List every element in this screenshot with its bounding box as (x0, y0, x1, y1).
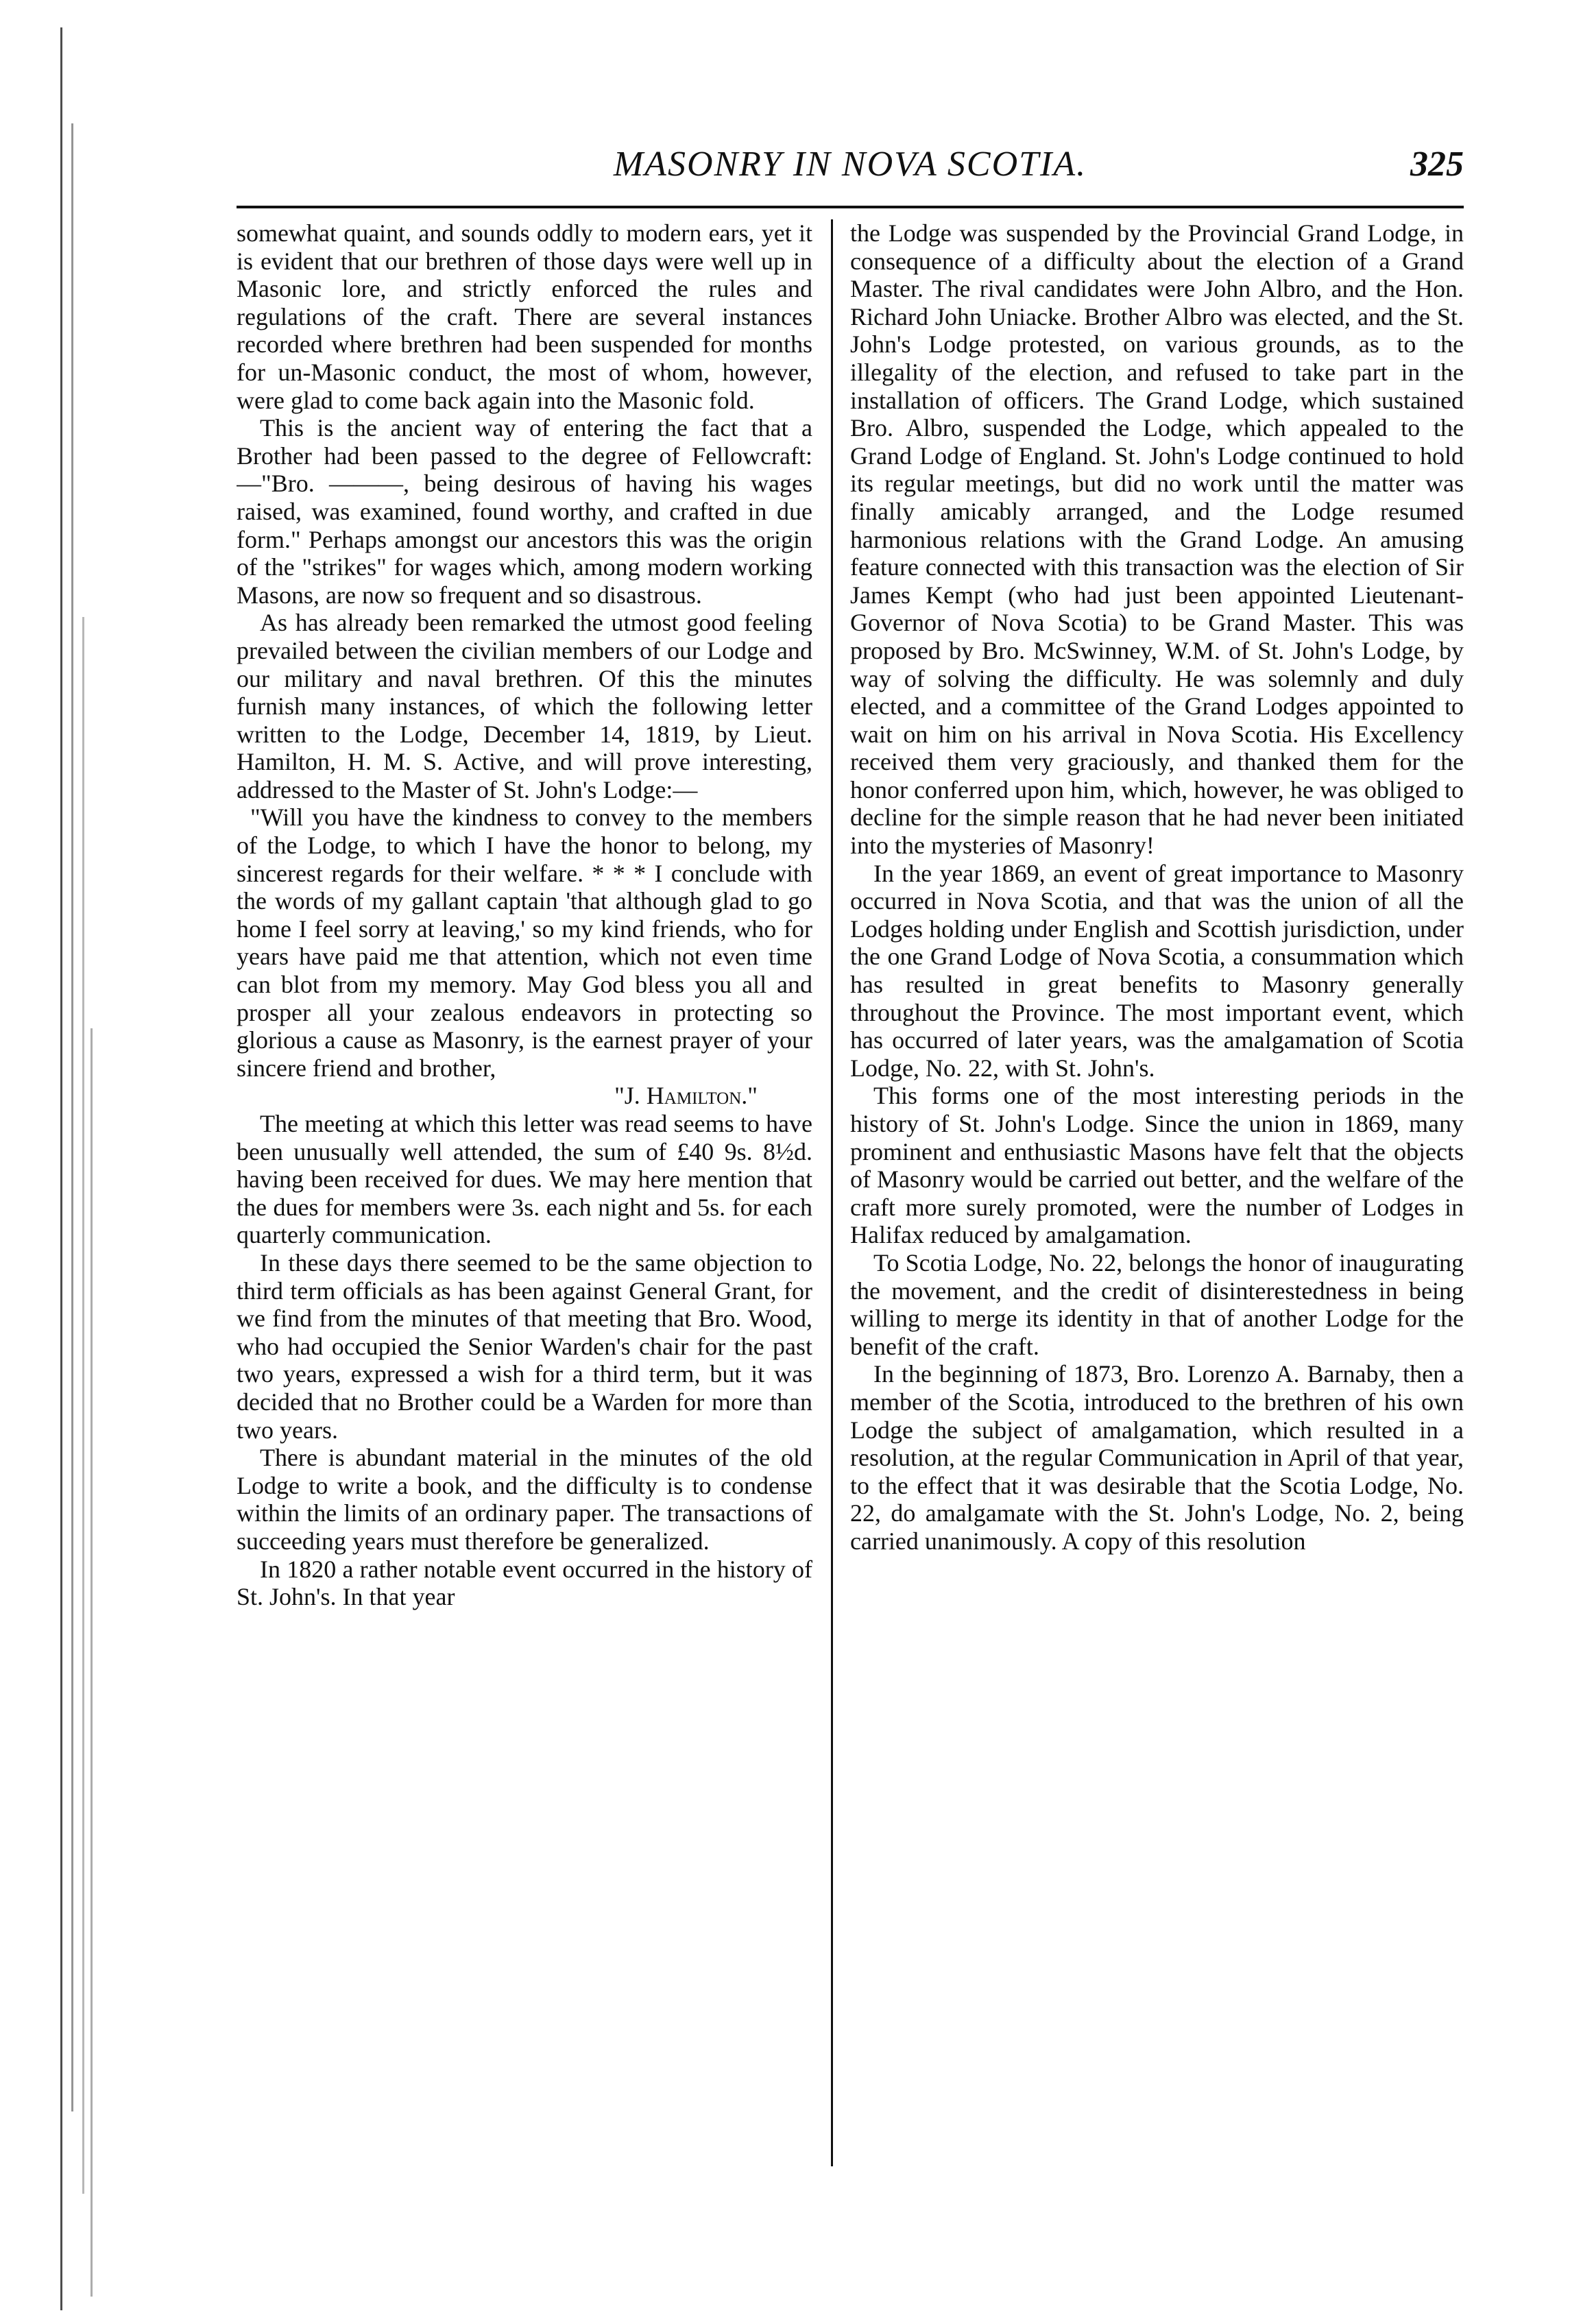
paragraph: In 1820 a rather notable event occurred in the history of St. John's. In that year (237, 1555, 812, 1611)
paragraph: the Lodge was suspended by the Provincial Grand Lodge, in consequence of a difficulty about the election of a Grand Master. The rival candidates were John Albro, and the Hon. Richard John Uniacke. Brother Albro was elected, and the St. John's Lodge protested, on various grounds, as to the illegality of the election, and refused to take part in the installation of officers. The Grand Lodge, which sustained Bro. Albro, suspended the Lodge, which appealed to the Grand Lodge of England. St. John's Lodge continued to hold its regular meetings, but did no work until the matter was finally amicably arranged, and the Lodge resumed harmonious relations with the Grand Lodge. An amusing feature connected with this transaction was the election of Sir James Kempt (who had just been appointed Lieutenant-Governor of Nova Scotia) to be Grand Master. This was proposed by Bro. McSwinney, W.M. of St. John's Lodge, by way of solving the difficulty. He was solemnly and duly elected, and a committee of the Grand Lodges appointed to wait on him on his arrival in Nova Scotia. His Excellency received them very graciously, and thanked them for the honor conferred upon him, which, however, he was obliged to decline for the simple reason that he had never been initiated into the mysteries of Masonry! (850, 219, 1464, 860)
letter-signature: "J. Hamilton." (614, 1082, 758, 1110)
paragraph: This is the ancient way of entering the fact that a Brother had been passed to the degree of Fellowcraft:—"Bro. ———, being desirous of having his wages raised, was examined, found worthy, and crafted in due form." Perhaps amongst our ancestors this was the origin of the "strikes" for wages which, among modern working Masons, are now so frequent and so disastrous. (237, 414, 812, 609)
left-column (237, 219, 812, 2170)
paragraph: As has already been remarked the utmost good feeling prevailed between the civilian members of our Lodge and our military and naval brethren. Of this the minutes furnish many instances, of which the following letter written to the Lodge, December 14, 1819, by Lieut. Hamilton, H. M. S. Active, and will prove interesting, addressed to the Master of St. John's Lodge:— (237, 609, 812, 803)
binding-edge-artifact (0, 0, 117, 2324)
paragraph: somewhat quaint, and sounds oddly to modern ears, yet it is evident that our brethren of those days were well up in Masonic lore, and strictly enforced the rules and regulations of the craft. There are several instances recorded where brethren had been suspended for months for un-Masonic conduct, the most of whom, however, were glad to come back again into the Masonic fold. (237, 219, 812, 414)
paragraph: This forms one of the most interesting periods in the history of St. John's Lodge. Since the union in 1869, many prominent and enthusiastic Masons have felt that the objects of Masonry would be carried out better, and the welfare of the craft more surely promoted, were the number of Lodges in Halifax reduced by amalgamation. (850, 1082, 1464, 1249)
header-rule (237, 206, 1464, 208)
paragraph: In the year 1869, an event of great importance to Masonry occurred in Nova Scotia, and that was the union of all the Lodges holding under English and Scottish jurisdiction, under the one Grand Lodge of Nova Scotia, a consummation which has resulted in great benefits to Masonry generally throughout the Province. The most important event, which has occurred of later years, was the amalgamation of Scotia Lodge, No. 22, with St. John's. (850, 859, 1464, 1082)
column-divider (831, 219, 833, 2166)
right-column (850, 219, 1464, 2170)
page-number: 325 (1410, 145, 1464, 184)
paragraph: To Scotia Lodge, No. 22, belongs the honor of inaugurating the movement, and the credit of disinterestedness in being willing to merge its identity in that of another Lodge for the benefit of the craft. (850, 1248, 1464, 1360)
running-title: MASONRY IN NOVA SCOTIA. (613, 145, 1087, 184)
paragraph: There is abundant material in the minutes of the old Lodge to write a book, and the difficulty is to condense within the limits of an ordinary paper. The transactions of succeeding years must therefore be generalized. (237, 1444, 812, 1555)
paragraph: In the beginning of 1873, Bro. Lorenzo A. Barnaby, then a member of the Scotia, introduced to the brethren of his own Lodge the subject of amalgamation, which resulted in a resolution, at the regular Communication in April of that year, to the effect that it was desirable that the Scotia Lodge, No. 22, do amalgamate with the St. John's Lodge, No. 2, being carried unanimously. A copy of this resolution (850, 1360, 1464, 1555)
paragraph: In these days there seemed to be the same objection to third term officials as has been against General Grant, for we find from the minutes of that meeting that Bro. Wood, who had occupied the Senior Warden's chair for the past two years, expressed a wish for a third term, but it was decided that no Brother could be a Warden for more than two years. (237, 1248, 812, 1444)
quoted-letter: "Will you have the kindness to convey to the members of the Lodge, to which I have the honor to belong, my sincerest regards for their welfare. * * * I conclude with the words of my gallant captain 'that although glad to go home I feel sorry at leaving,' so my kind friends, who for years have paid me that attention, which not even time can blot from my memory. May God bless you all and prosper all your zealous endeavors in protecting so glorious a cause as Masonry, is the earnest prayer of your sincere friend and brother, (237, 803, 812, 1082)
page-header (237, 144, 1464, 192)
paragraph: The meeting at which this letter was read seems to have been unusually well attended, the sum of £40 9s. 8½d. having been received for dues. We may here mention that the dues for members were 3s. each night and 5s. for each quarterly communication. (237, 1110, 812, 1249)
